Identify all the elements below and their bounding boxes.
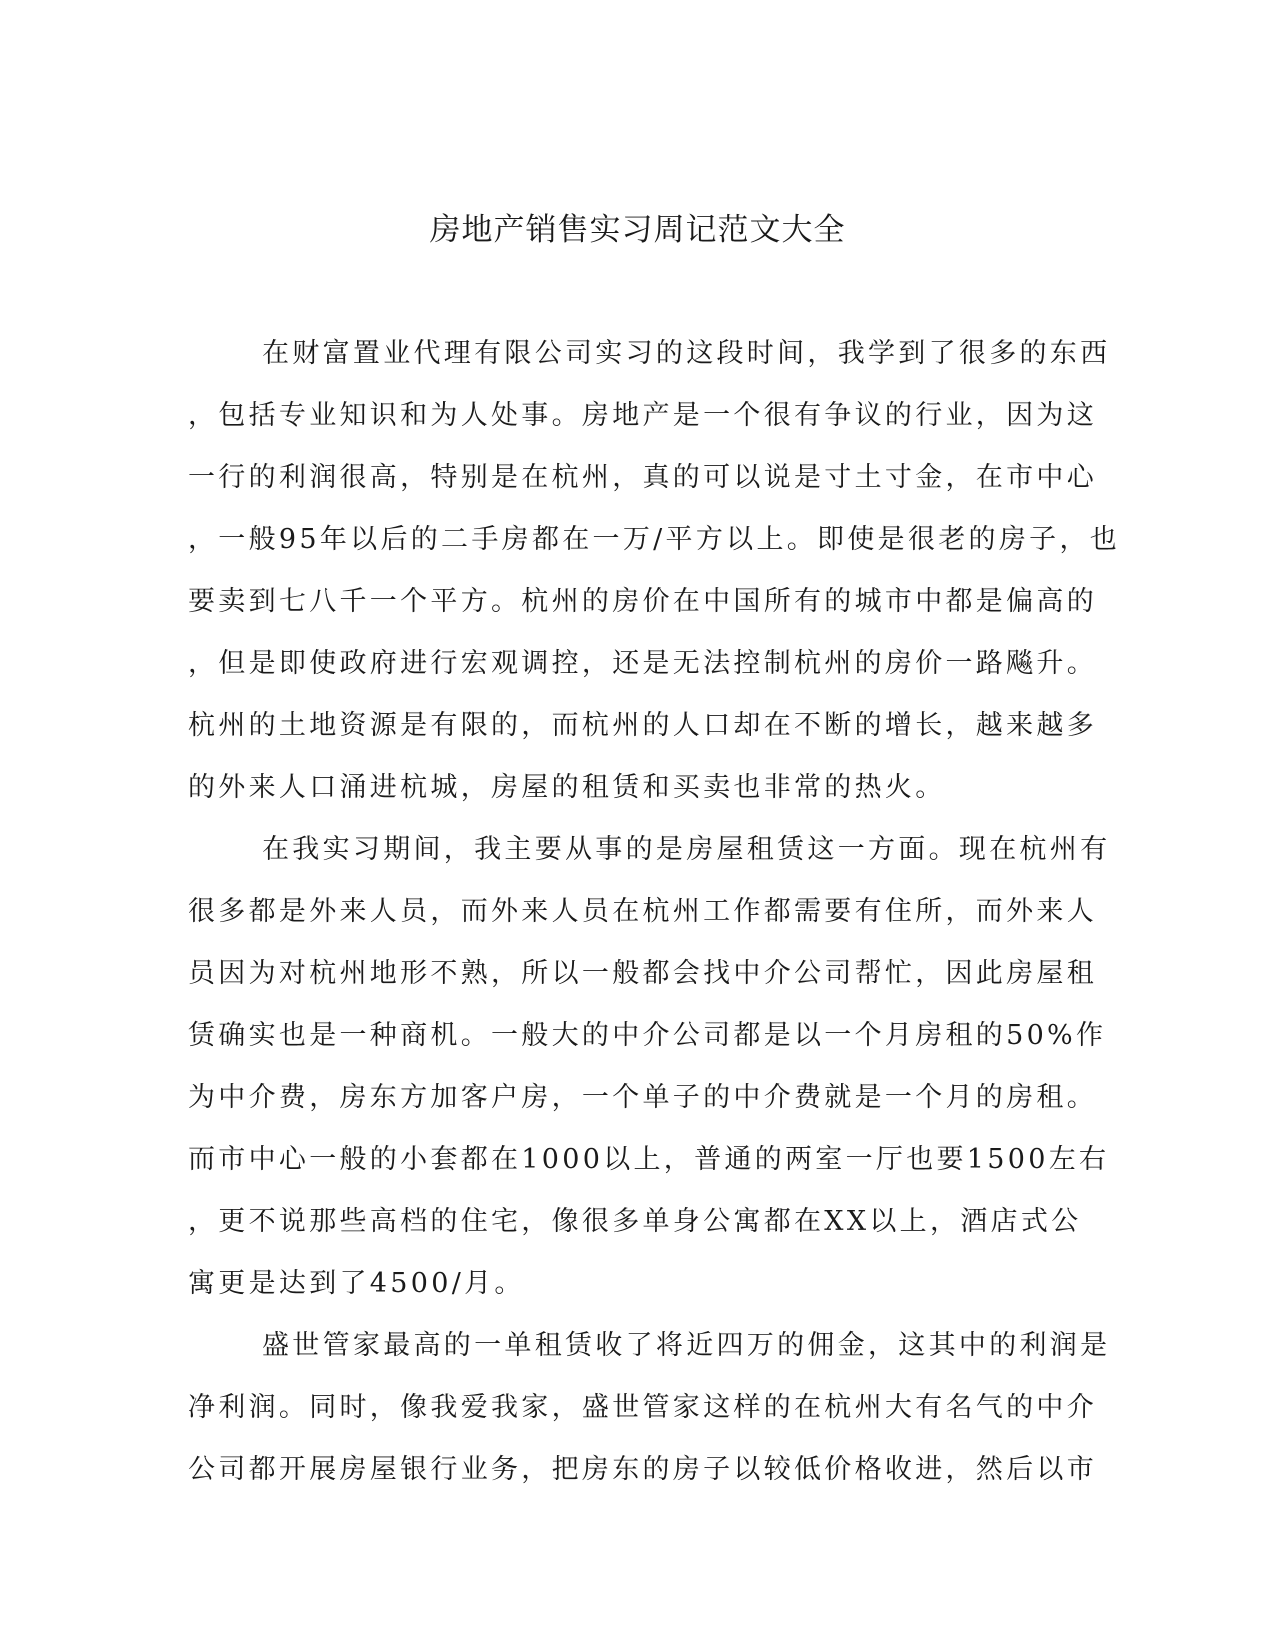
text-line: 寓更是达到了4500/月。 (188, 1268, 525, 1299)
text-line: ，但是即使政府进行宏观调控，还是无法控制杭州的房价一路飚升。 (188, 648, 1097, 679)
text-line: 赁确实也是一种商机。一般大的中介公司都是以一个月房租的50%作 (188, 1020, 1107, 1051)
text-line: 公司都开展房屋银行业务，把房东的房子以较低价格收进，然后以市 (188, 1454, 1097, 1485)
document-body (188, 323, 1121, 1501)
text-line: ，更不说那些高档的住宅，像很多单身公寓都在XX以上，酒店式公 (188, 1206, 1082, 1237)
text-line: 很多都是外来人员，而外来人员在杭州工作都需要有住所，而外来人 (188, 896, 1097, 927)
document-title: 房地产销售实习周记范文大全 (429, 212, 846, 248)
text-line: ，包括专业知识和为人处事。房地产是一个很有争议的行业，因为这 (188, 400, 1097, 431)
text-line: 盛世管家最高的一单租赁收了将近四万的佣金，这其中的利润是 (262, 1330, 1111, 1361)
text-line: ，一般95年以后的二手房都在一万/平方以上。即使是很老的房子，也 (188, 524, 1121, 555)
text-line: 一行的利润很高，特别是在杭州，真的可以说是寸土寸金，在市中心 (188, 462, 1097, 493)
text-line: 的外来人口涌进杭城，房屋的租赁和买卖也非常的热火。 (188, 772, 946, 803)
text-line: 净利润。同时，像我爱我家，盛世管家这样的在杭州大有名气的中介 (188, 1392, 1097, 1423)
text-line: 员因为对杭州地形不熟，所以一般都会找中介公司帮忙，因此房屋租 (188, 958, 1097, 989)
text-line: 要卖到七八千一个平方。杭州的房价在中国所有的城市中都是偏高的 (188, 586, 1097, 617)
text-line: 在我实习期间，我主要从事的是房屋租赁这一方面。现在杭州有 (262, 834, 1111, 865)
text-line: 在财富置业代理有限公司实习的这段时间，我学到了很多的东西 (262, 338, 1111, 369)
text-line: 为中介费，房东方加客户房，一个单子的中介费就是一个月的房租。 (188, 1082, 1097, 1113)
text-line: 而市中心一般的小套都在1000以上，普通的两室一厅也要1500左右 (188, 1144, 1110, 1175)
text-line: 杭州的土地资源是有限的，而杭州的人口却在不断的增长，越来越多 (188, 710, 1097, 741)
